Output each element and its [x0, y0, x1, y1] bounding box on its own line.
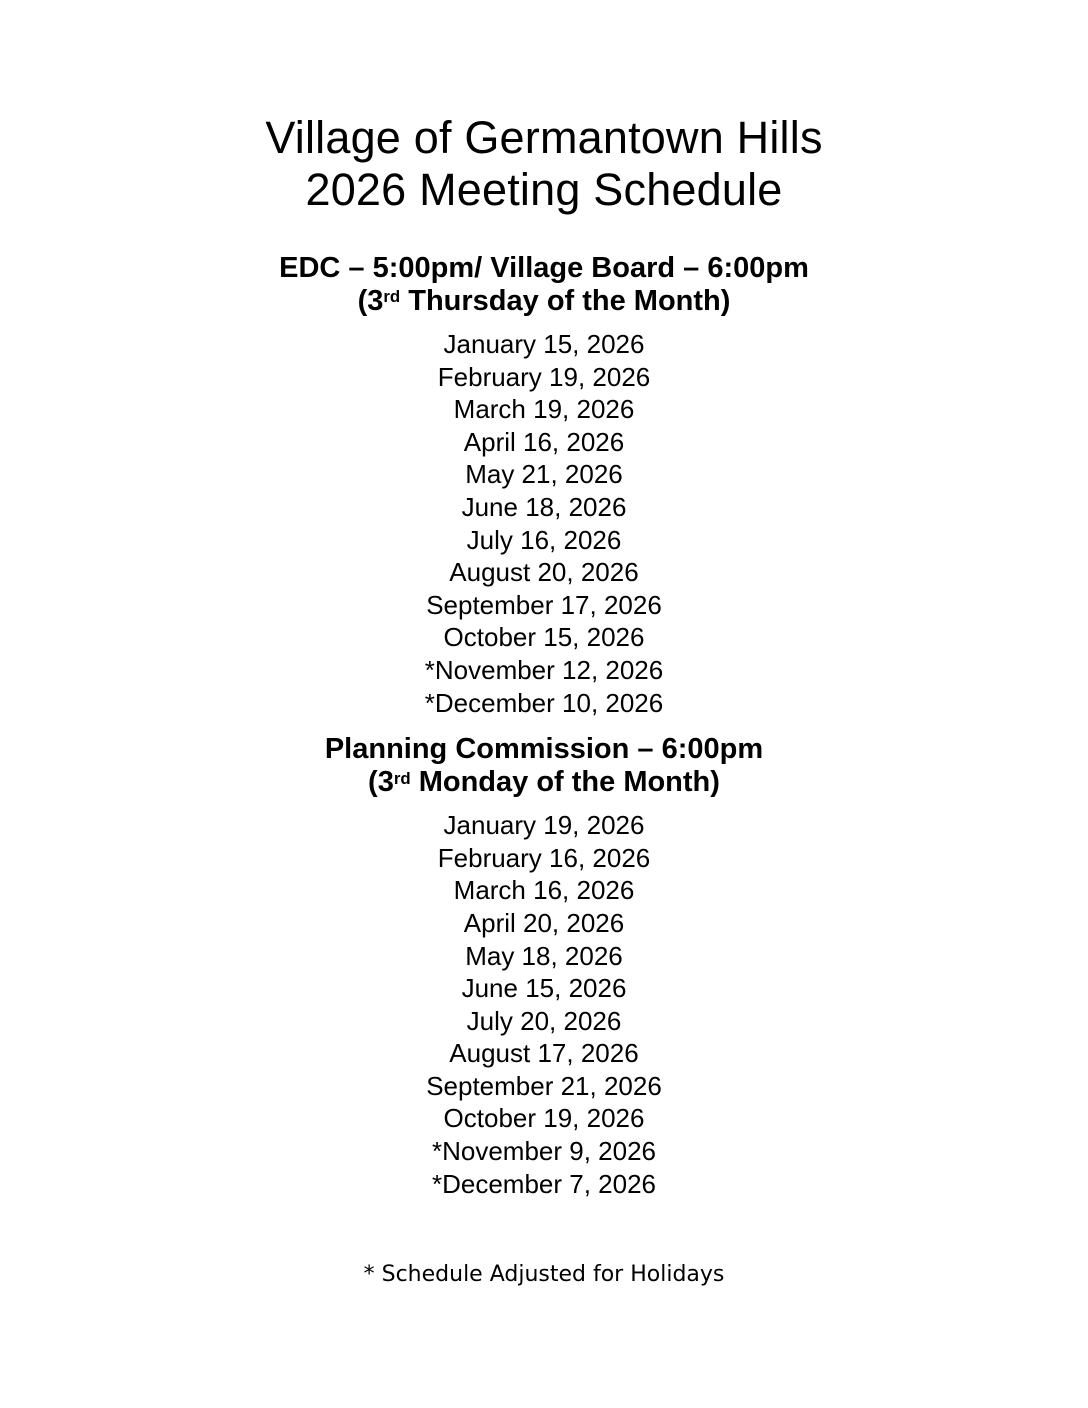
meeting-date: March 19, 2026 [453, 394, 635, 425]
meeting-date-holiday-adjusted: *November 12, 2026 [424, 654, 664, 685]
section-edc-village-board [0, 252, 1088, 719]
section-heading-edc-line-2 [0, 285, 1088, 321]
meeting-date: July 20, 2026 [466, 1005, 622, 1036]
meeting-date: October 19, 2026 [443, 1103, 645, 1134]
meeting-date-holiday-adjusted: *December 7, 2026 [431, 1168, 657, 1199]
meeting-date: June 18, 2026 [461, 491, 627, 522]
holiday-footnote: * Schedule Adjusted for Holidays [363, 1262, 725, 1288]
section-heading-edc [0, 252, 1088, 321]
meeting-date: February 19, 2026 [437, 361, 651, 392]
meeting-date: March 16, 2026 [453, 875, 635, 906]
ordinal-superscript: rd [393, 768, 411, 788]
document-title [0, 112, 1088, 216]
heading-prefix: (3 [357, 285, 384, 317]
title-line-2: 2026 Meeting Schedule [305, 164, 783, 215]
title-line-1: Village of Germantown Hills [265, 112, 823, 163]
meeting-date-holiday-adjusted: *November 9, 2026 [431, 1136, 657, 1167]
meeting-date-holiday-adjusted: *December 10, 2026 [424, 687, 664, 718]
ordinal-superscript: rd [383, 287, 401, 307]
meeting-date: February 16, 2026 [437, 842, 651, 873]
planning-date-list [0, 809, 1088, 1200]
meeting-date: August 20, 2026 [449, 557, 639, 588]
section-heading-planning-line-1: Planning Commission – 6:00pm [324, 733, 764, 766]
meeting-date: July 16, 2026 [466, 524, 622, 555]
heading-suffix: Monday of the Month) [410, 766, 720, 799]
edc-date-list [0, 328, 1088, 719]
heading-suffix: Thursday of the Month) [400, 285, 731, 317]
section-heading-planning [0, 733, 1088, 802]
meeting-date: May 18, 2026 [465, 940, 623, 971]
heading-prefix: (3 [368, 766, 394, 799]
meeting-date: October 15, 2026 [443, 622, 645, 653]
section-heading-edc-line-1: EDC – 5:00pm/ Village Board – 6:00pm [279, 252, 809, 284]
meeting-date: April 16, 2026 [463, 426, 625, 457]
section-planning-commission [0, 733, 1088, 1200]
meeting-date: April 20, 2026 [463, 907, 625, 938]
meeting-date: September 17, 2026 [426, 589, 662, 620]
meeting-date: August 17, 2026 [449, 1038, 639, 1069]
meeting-date: January 15, 2026 [443, 329, 645, 359]
meeting-date: September 21, 2026 [426, 1070, 662, 1101]
meeting-date: May 21, 2026 [465, 459, 623, 490]
meeting-date: June 15, 2026 [461, 973, 627, 1004]
section-heading-planning-line-2 [0, 766, 1088, 802]
meeting-date: January 19, 2026 [443, 810, 645, 841]
